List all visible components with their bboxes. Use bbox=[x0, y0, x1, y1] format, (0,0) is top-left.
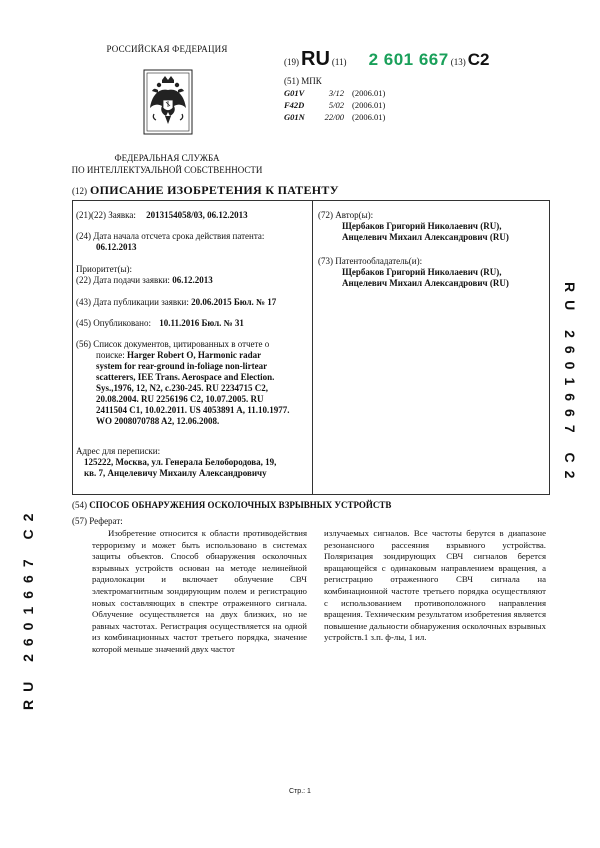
coat-of-arms-emblem bbox=[132, 68, 204, 136]
side-label-left: RU 2601667 C2 bbox=[20, 505, 36, 710]
bibliographic-divider bbox=[312, 200, 313, 495]
kind-code: C2 bbox=[467, 50, 490, 69]
ipc-version: (2006.01) bbox=[352, 100, 386, 110]
document-title-text: ОПИСАНИЕ ИЗОБРЕТЕНИЯ К ПАТЕНТУ bbox=[90, 183, 339, 197]
ipc-group: 5/02 bbox=[328, 100, 344, 110]
owners-label: (73) Патентообладатель(и): bbox=[318, 256, 423, 266]
published-label: (45) Опубликовано: bbox=[76, 318, 151, 328]
refs-line: Sys.,1976, 12, N2, c.230-245. RU 2234715 C2, bbox=[96, 383, 268, 393]
agency-line-2: ПО ИНТЕЛЛЕКТУАЛЬНОЙ СОБСТВЕННОСТИ bbox=[71, 165, 263, 175]
abstract-label: (57) Реферат: bbox=[72, 516, 123, 526]
filing-date-label: (22) Дата подачи заявки: bbox=[76, 275, 170, 285]
refs-line: scatterers, IEE Trans. Aerospace and Election. bbox=[96, 372, 275, 382]
code-13: (13) bbox=[450, 57, 466, 67]
patent-number: 2 601 667 bbox=[368, 50, 449, 69]
published-value: 10.11.2016 Бюл. № 31 bbox=[159, 318, 244, 328]
application-value: 2013154058/03, 06.12.2013 bbox=[146, 210, 248, 220]
refs-line: Harger Robert O, Harmonic radar bbox=[127, 350, 262, 360]
address-label: Адрес для переписки: bbox=[76, 446, 161, 456]
refs-line: WO 2008070788 A2, 12.06.2008. bbox=[96, 416, 220, 426]
ipc-group: 3/12 bbox=[328, 88, 344, 98]
refs-line: 20.08.2004. RU 2256196 C2, 10.07.2005. RU bbox=[96, 394, 264, 404]
agency-line-1: ФЕДЕРАЛЬНАЯ СЛУЖБА bbox=[114, 153, 220, 163]
abstract-right-column: излучаемых сигналов. Все частоты берутся в диапазоне резонансного рассеяния взрывного устройства. Поляризация зондирующих СВЧ сигналов берется вращающейся с одинаковым направлением вращения, а регистрацию отраженного СВЧ сигнала на комбинационной частоте третьего порядка осуществляют с использованием противоположного направления вращения. Техническим результатом изобретения является повышение дальности обнаружения осколочных взрывных устройств.1 з.п. ф-лы, 1 ил. bbox=[324, 528, 546, 643]
ipc-version: (2006.01) bbox=[352, 112, 386, 122]
country-name: РОССИЙСКАЯ ФЕДЕРАЦИЯ bbox=[106, 44, 228, 54]
invention-title bbox=[72, 500, 391, 510]
ipc-version: (2006.01) bbox=[352, 88, 386, 98]
abstract-left-column: Изобретение относится к области противодействия терроризму и может быть использовано в системах защиты объектов. Способ обнаружения осколочных взрывных устройств основан на методе нелинейной радиолокации и включает облучение СВЧ электромагнитным зондирующим полем и регистрацию новых составляющих в спектре отраженного сигнала. Облучение осуществляется на двух близких, но не равных частотах. Регистрация осуществляется на одной из комбинационных частот третьего порядка, значение которой меньше значений двух частот bbox=[92, 528, 307, 654]
ipc-row bbox=[284, 88, 385, 98]
code-11: (11) bbox=[331, 57, 347, 67]
ipc-group: 22/00 bbox=[324, 112, 344, 122]
owner-2: Анцелевич Михаил Александрович (RU) bbox=[342, 278, 509, 288]
published-field bbox=[76, 318, 308, 329]
authors-field bbox=[318, 210, 546, 243]
document-title bbox=[72, 183, 339, 198]
app-pub-value: 20.06.2015 Бюл. № 17 bbox=[191, 297, 277, 307]
page-number: Стр.: 1 bbox=[289, 788, 311, 795]
authors-label: (72) Автор(ы): bbox=[318, 210, 374, 220]
application-label: (21)(22) Заявка: bbox=[76, 210, 136, 220]
agency-name bbox=[62, 152, 272, 176]
correspondence-address-field bbox=[76, 446, 310, 479]
address-line-2: кв. 7, Анцелевичу Михаилу Александровичу bbox=[84, 468, 267, 478]
ipc-class: G01V bbox=[284, 88, 305, 98]
ipc-row bbox=[284, 100, 385, 110]
application-field bbox=[76, 210, 308, 221]
term-start-field bbox=[76, 231, 308, 253]
refs-label-2: поиске: bbox=[96, 350, 125, 360]
app-pub-label: (43) Дата публикации заявки: bbox=[76, 297, 189, 307]
ipc-label: (51) МПК bbox=[284, 76, 322, 86]
author-2: Анцелевич Михаил Александрович (RU) bbox=[342, 232, 509, 242]
country-code: RU bbox=[301, 48, 330, 70]
owner-1: Щербаков Григорий Николаевич (RU), bbox=[342, 267, 502, 277]
refs-line: system for rear-ground in-foliage non-lirtear bbox=[96, 361, 268, 371]
ipc-row bbox=[284, 112, 385, 122]
author-1: Щербаков Григорий Николаевич (RU), bbox=[342, 221, 502, 231]
priority-field bbox=[76, 264, 308, 286]
ipc-class: F42D bbox=[284, 100, 305, 110]
invention-title-text: СПОСОБ ОБНАРУЖЕНИЯ ОСКОЛОЧНЫХ ВЗРЫВНЫХ УСТРОЙСТВ bbox=[89, 500, 392, 510]
address-line-1: 125222, Москва, ул. Генерала Белобородова, 19, bbox=[84, 457, 277, 467]
side-label-right: RU 2601667 C2 bbox=[562, 282, 578, 487]
priority-label: Приоритет(ы): bbox=[76, 264, 133, 274]
cited-references-field bbox=[76, 339, 310, 427]
code-54: (54) bbox=[72, 500, 87, 510]
publication-number bbox=[284, 48, 489, 72]
owners-field bbox=[318, 256, 546, 289]
refs-label: (56) Список документов, цитированных в отчете о bbox=[76, 339, 270, 349]
application-publication-field bbox=[76, 297, 308, 308]
term-start-label: (24) Дата начала отсчета срока действия патента: bbox=[76, 231, 265, 241]
ipc-class: G01N bbox=[284, 112, 305, 122]
refs-line: 2411504 C1, 10.02.2011. US 4053891 A, 11.10.1977. bbox=[96, 405, 290, 415]
code-12: (12) bbox=[72, 186, 87, 196]
code-19: (19) bbox=[284, 57, 299, 67]
term-start-value: 06.12.2013 bbox=[96, 242, 137, 252]
filing-date-value: 06.12.2013 bbox=[172, 275, 213, 285]
